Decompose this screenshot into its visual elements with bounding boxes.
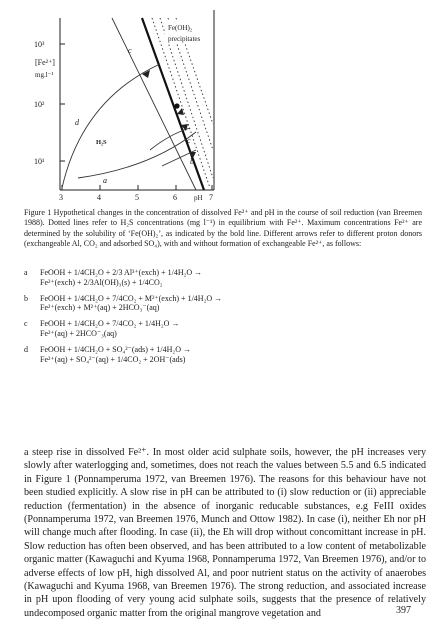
curve-label-upper-c: c (128, 46, 132, 55)
curve-label-a: a (103, 176, 107, 185)
reaction-b (24, 294, 422, 314)
h2s-label: H₂S (96, 139, 107, 146)
reaction-line: Fe²⁺(aq) + SO₄²⁻(aq) + 1/4CO₂ + 2OH⁻(ads) (40, 354, 186, 364)
reaction-line: FeOOH + 1/4CH₂O + 2/3 Al³⁺(exch) + 1/4H₂O → (40, 268, 203, 277)
figure-caption: Figure 1 Hypothetical changes in the concentration of dissolved Fe²⁺ and pH in the course of soil reduction (van Breemen 1988). Dotted lines refer to H₂S concentrations (mg l⁻¹) in equilibrium with Fe²⁺. Maximum concentrations Fe²⁺ are determined by the solubility of ‘Fe(OH)₂’, as indicated by the bold line. Different arrows refer to different proton donors (exchangeable Al, CO₂ and adsorbed SO₄), with and without formation of exchangeable Fe²⁺, as follows: (24, 208, 422, 249)
reaction-d (24, 345, 422, 365)
y-tick-label: 10¹ (34, 157, 45, 166)
curve-label-c: c (187, 136, 191, 145)
reaction-line: FeOOH + 1/4CH₂O + 7/4CO₂ + 1/4H₂O → (40, 319, 180, 329)
page-number: 397 (396, 605, 411, 616)
reaction-letter: a (24, 268, 28, 277)
x-tick-label: 4 (97, 193, 101, 202)
curve-label-d: d (75, 118, 79, 127)
reaction-line: FeOOH + 1/4CH₂O + 7/4CO₂ + M²⁺(exch) + 1/4H₂O → (40, 293, 223, 303)
region-label-precipitates: precipitates (168, 35, 201, 43)
y-axis-label: [Fe²⁺] (35, 58, 55, 67)
fe-oh2-solubility-line (142, 18, 204, 190)
y-tick-label: 10³ (34, 40, 45, 49)
x-tick-label: 3 (59, 193, 63, 202)
x-tick-label: 5 (135, 193, 139, 202)
x-axis-label: pH (194, 194, 203, 202)
curve-label-b: b (190, 157, 194, 166)
x-tick-label: 6 (173, 193, 177, 202)
intersection-dot (174, 103, 179, 108)
y-axis-unit: mg.l⁻¹ (35, 71, 54, 79)
region-label-fe-oh2: Fe(OH)₂ (168, 24, 193, 32)
y-tick-label: 10² (34, 100, 45, 109)
x-tick-label: 7 (209, 193, 213, 202)
figure-1 (0, 0, 443, 205)
reaction-c (24, 319, 422, 339)
reaction-list (24, 268, 422, 370)
boundary-line (112, 18, 196, 190)
reaction-line: FeOOH + 1/4CH₂O + SO₄²⁻(ads) + 1/4H₂O → (40, 344, 191, 354)
reaction-letter: c (24, 319, 28, 329)
reaction-letter: d (24, 344, 28, 354)
reaction-a (24, 268, 422, 288)
reaction-letter: b (24, 293, 28, 303)
reaction-line: Fe²⁺(exch) + M²⁺(aq) + 2HCO₃⁻(aq) (40, 303, 160, 313)
reaction-line: Fe²⁺(aq) + 2HCO⁻₃(aq) (40, 328, 117, 338)
body-paragraph: a steep rise in dissolved Fe²⁺. In most older acid sulphate soils, however, the pH increases very slowly after waterlogging and, sometimes, does not reach the values between 5.5 and 6.5 indicated in Figure 1 (Ponnamperuma 1972, van Breemen 1976). The reasons for this behaviour have not been studied explicitly. A slow rise in pH can be attributed to (i) slow reduction or (ii) appreciable reduction (fermentation) in the absence of inorganic reducable substances, e.g FeIII oxides (Ponnamperuma 1972, van Breemen 1976, Munch and Ottow 1982). In case (i), neither Eh nor pH will change much after flooding. In case (ii), the Eh will drop without concomittant increase in pH. Slow reduction has often been observed, and has been attributed to a low content of metabolizable organic matter (Kawaguchi and Kyuma 1968, Ponnamperuma 1972, Van Breemen 1976), and/or to adverse effects of low pH, high dissolved Al, and poor nutrient status on the activity of anaerobes (Kawaguchi and Kyuma 1968, van Breemen 1976). The strong reduction, and associated increase in pH upon flooding of very young acid sulphate soils, suggests that the presence of relatively undecomposed organic matter from the original mangrove vegetation and (24, 447, 426, 619)
reaction-line: Fe²⁺(exch) + 2/3Al(OH)₃(s) + 1/4CO₂ (40, 277, 163, 287)
